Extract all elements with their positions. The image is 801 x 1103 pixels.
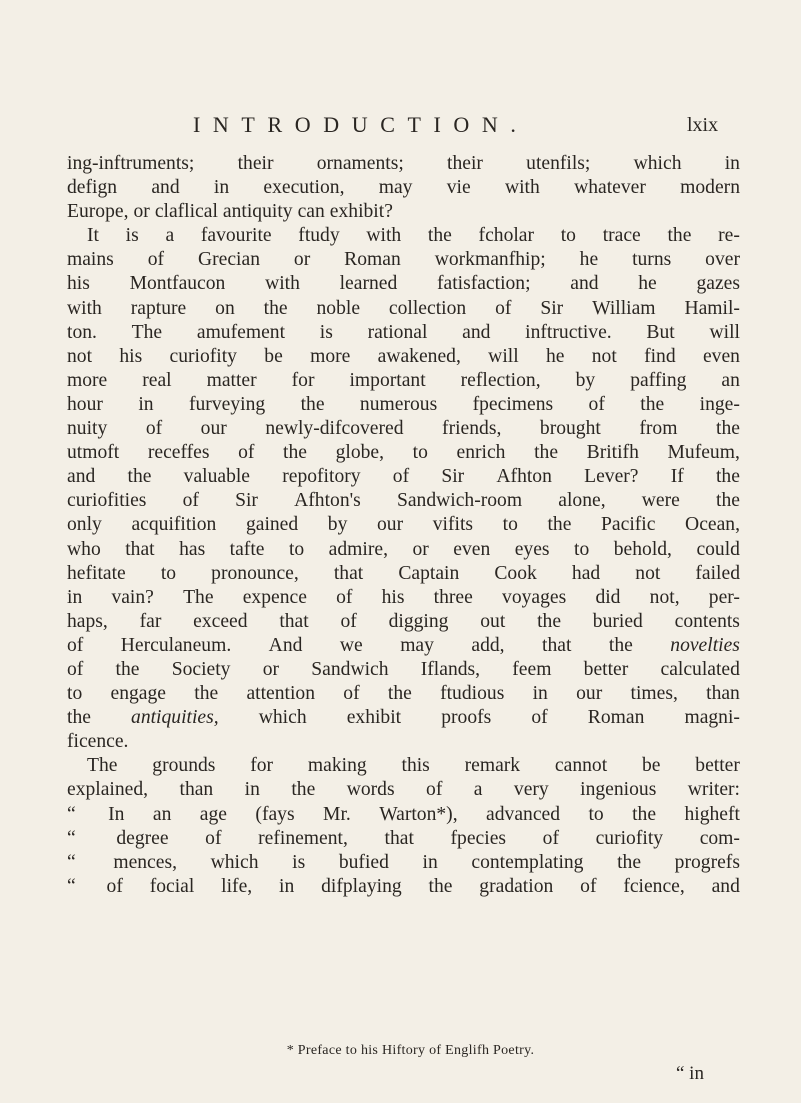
header-title: INTRODUCTION. bbox=[193, 112, 529, 137]
text-line: hour in furveying the numerous fpecimens of the inge- bbox=[67, 393, 740, 415]
text-line: ficence. bbox=[67, 731, 129, 753]
text-line: explained, than in the words of a very ingenious writer: bbox=[67, 779, 740, 801]
text-line: with rapture on the noble collection of Sir William Hamil- bbox=[67, 297, 740, 319]
text-line: Europe, or claflical antiquity can exhibit? bbox=[67, 201, 393, 223]
running-header bbox=[0, 112, 801, 146]
text-line: The grounds for making this remark cannot be better bbox=[87, 755, 740, 777]
text-line: hefitate to pronounce, that Captain Cook had not failed bbox=[67, 562, 740, 584]
catchword: “ in bbox=[676, 1063, 704, 1084]
text-line: “ of focial life, in difplaying the gradation of fcience, and bbox=[67, 875, 740, 897]
text-line: only acquifition gained by our vifits to the Pacific Ocean, bbox=[67, 514, 740, 536]
text-line: to engage the attention of the ftudious in our times, than bbox=[67, 683, 740, 705]
text-line: utmoft receffes of the globe, to enrich the Britifh Mufeum, bbox=[67, 442, 740, 464]
text-line: haps, far exceed that of digging out the buried contents bbox=[67, 610, 740, 632]
text-line: “ mences, which is bufied in contemplating the progrefs bbox=[67, 851, 740, 873]
text-line: curiofities of Sir Afhton's Sandwich-room alone, were the bbox=[67, 490, 740, 512]
text-line: “ degree of refinement, that fpecies of curiofity com- bbox=[67, 827, 740, 849]
footnote: * Preface to his Hiftory of Englifh Poetry. bbox=[286, 1043, 535, 1058]
text-line: ing-inftruments; their ornaments; their utenfils; which in bbox=[67, 153, 740, 174]
text-line: of Herculaneum. And we may add, that the novelties bbox=[67, 634, 740, 656]
text-line: of the Society or Sandwich Iflands, feem better calculated bbox=[67, 658, 740, 680]
text-line: his Montfaucon with learned fatisfaction; and he gazes bbox=[67, 273, 740, 295]
body-text bbox=[67, 152, 740, 899]
text-line: the antiquities, which exhibit proofs of Roman magni- bbox=[67, 707, 740, 729]
text-line: mains of Grecian or Roman workmanfhip; he turns over bbox=[67, 249, 740, 271]
text-line: nuity of our newly-difcovered friends, brought from the bbox=[67, 418, 740, 440]
text-line: ton. The amufement is rational and inftructive. But will bbox=[67, 321, 740, 343]
page-number: lxix bbox=[687, 114, 719, 136]
text-line: and the valuable repofitory of Sir Afhton Lever? If the bbox=[67, 466, 740, 488]
text-line: It is a favourite ftudy with the fcholar to trace the re- bbox=[87, 225, 740, 247]
text-line: defign and in execution, may vie with whatever modern bbox=[67, 177, 740, 199]
text-line: who that has tafte to admire, or even eyes to behold, could bbox=[67, 538, 740, 560]
text-line: in vain? The expence of his three voyages did not, per- bbox=[67, 586, 740, 608]
text-line: more real matter for important reflection, by paffing an bbox=[67, 369, 740, 391]
text-line: “ In an age (fays Mr. Warton*), advanced to the higheft bbox=[67, 803, 740, 825]
text-line: not his curiofity be more awakened, will he not find even bbox=[67, 345, 740, 367]
